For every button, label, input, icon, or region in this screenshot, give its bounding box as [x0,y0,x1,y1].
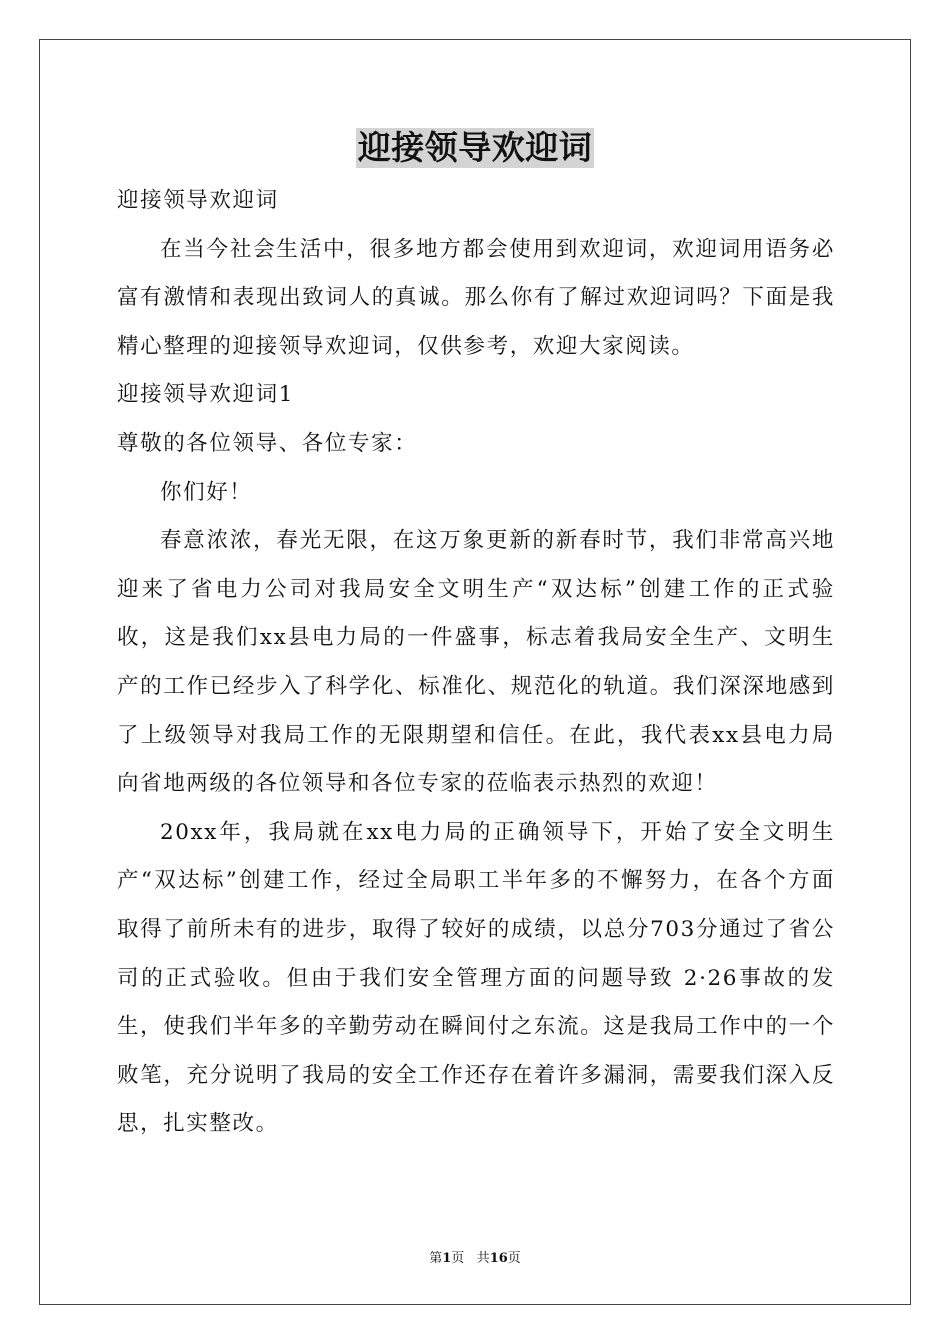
document-body [117,177,835,1149]
greeting: 你们好！ [160,479,253,505]
page-prefix: 第 [429,1251,443,1266]
total-prefix: 共 [476,1251,490,1266]
total-pages: 16 [489,1251,508,1266]
page-suffix: 页 [451,1251,465,1266]
document-subtitle: 迎接领导欢迎词 [117,188,279,213]
salutation: 尊敬的各位领导、各位专家： [117,430,418,456]
page-footer [0,1247,950,1266]
body-paragraph-2: 20xx年，我局就在xx电力局的正确领导下，开始了安全文明生产“双达标”创建工作，经过全局职工半年多的不懈努力，在各个方面取得了前所未有的进步，取得了较好的成绩，以总分703分通过了省公司的正式验收。但由于我们安全管理方面的问题导致 2·26事故的发生，使我们半年多的辛勤劳动在瞬间付之东流。这是我局工作中的一个败笔，充分说明了我局的安全工作还存在着许多漏洞，需要我们深入反思，扎实整改。 [117,819,835,1137]
title-container [0,128,950,168]
intro-paragraph: 在当今社会生活中，很多地方都会使用到欢迎词，欢迎词用语务必富有激情和表现出致词人的真诚。那么你有了解过欢迎词吗？下面是我精心整理的迎接领导欢迎词，仅供参考，欢迎大家阅读。 [117,236,835,359]
document-title: 迎接领导欢迎词 [357,128,593,167]
body-paragraph-1: 春意浓浓，春光无限，在这万象更新的新春时节，我们非常高兴地迎来了省电力公司对我局安全文明生产“双达标”创建工作的正式验收，这是我们xx县电力局的一件盛事，标志着我局安全生产、文明生产的工作已经步入了科学化、标准化、规范化的轨道。我们深深地感到了上级领导对我局工作的无限期望和信任。在此，我代表xx县电力局向省地两级的各位领导和各位专家的莅临表示热烈的欢迎！ [117,528,835,797]
page-number: 1 [442,1251,452,1266]
section-heading: 迎接领导欢迎词1 [117,382,294,408]
total-suffix: 页 [507,1251,521,1266]
